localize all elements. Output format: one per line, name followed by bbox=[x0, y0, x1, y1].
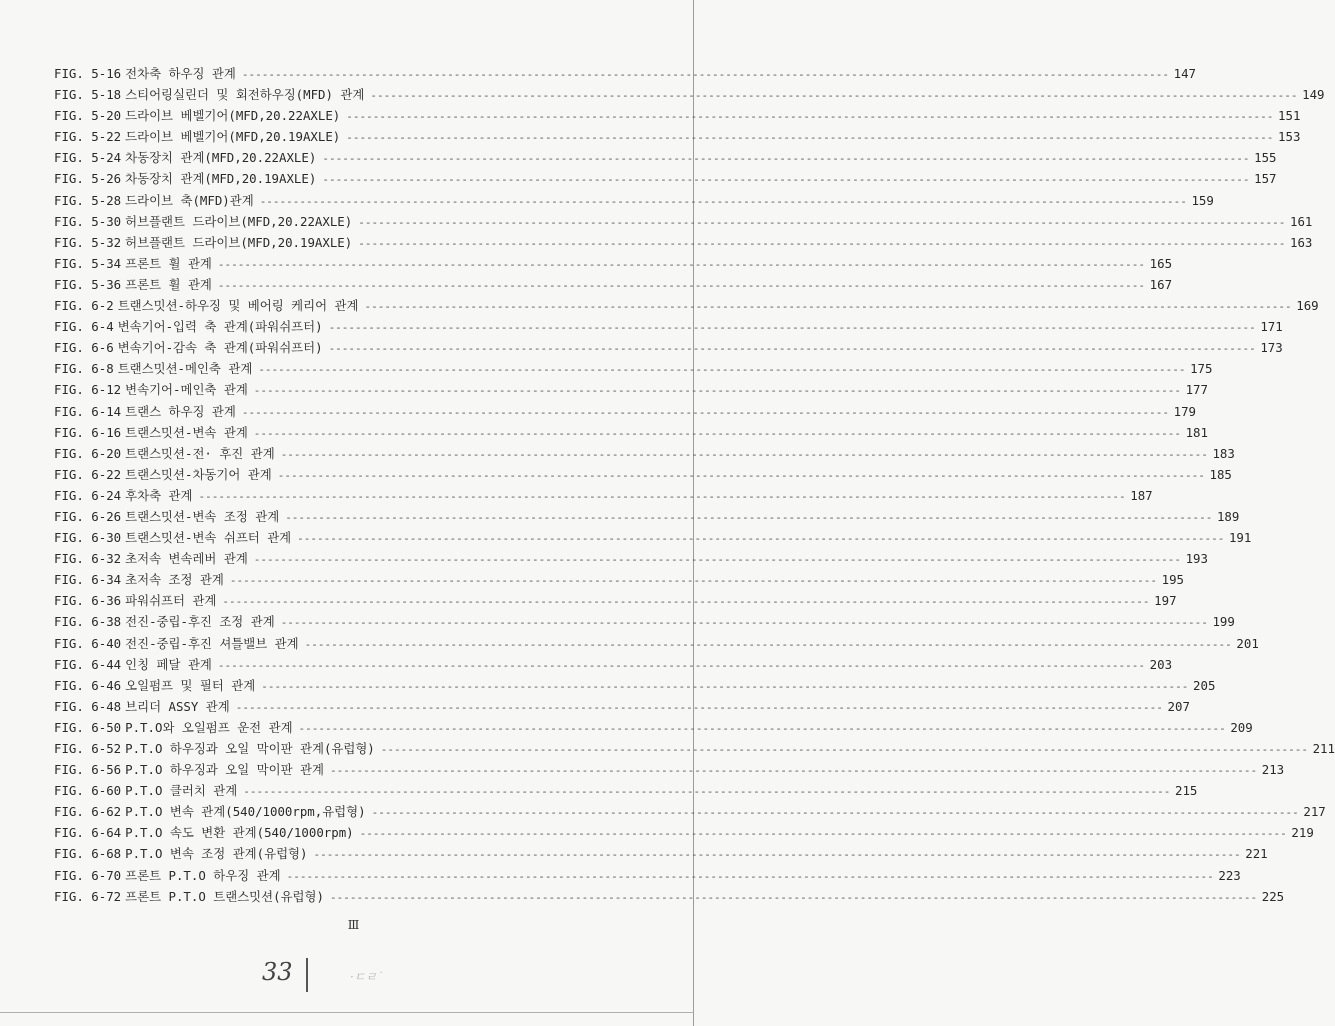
toc-title: 프론트 휠 관계 bbox=[125, 255, 212, 271]
toc-page-number: 153 bbox=[1278, 129, 1301, 145]
dotted-leader: -------------------------------------------------------------------------------------------------------------------------------------------- bbox=[280, 616, 1208, 630]
toc-page-number: 173 bbox=[1260, 340, 1283, 356]
toc-figure-number: FIG. 5-30 bbox=[54, 213, 122, 229]
toc-page-number: 195 bbox=[1161, 572, 1185, 588]
toc-title: 차동장치 관계(MFD,20.22AXLE) bbox=[125, 150, 317, 166]
dotted-leader: -------------------------------------------------------------------------------------------------------------------------------------------- bbox=[313, 848, 1241, 862]
toc-title: P.T.O 변속 관계(540/1000rpm,유럽형) bbox=[125, 804, 366, 820]
dotted-leader: -------------------------------------------------------------------------------------------------------------------------------------------- bbox=[241, 405, 1169, 419]
toc-title: 드라이브 축(MFD)관계 bbox=[125, 192, 254, 208]
dotted-leader: -------------------------------------------------------------------------------------------------------------------------------------------- bbox=[359, 827, 1287, 841]
dotted-leader: -------------------------------------------------------------------------------------------------------------------------------------------- bbox=[253, 384, 1181, 398]
dotted-leader: -------------------------------------------------------------------------------------------------------------------------------------------- bbox=[329, 890, 1258, 904]
toc-figure-number: FIG. 6-44 bbox=[54, 656, 122, 672]
dotted-leader: -------------------------------------------------------------------------------------------------------------------------------------------- bbox=[229, 574, 1158, 588]
toc-title: 프론트 휠 관계 bbox=[125, 276, 212, 292]
toc-page-number: 209 bbox=[1230, 719, 1253, 735]
handwritten-number: 33 bbox=[262, 958, 293, 986]
toc-figure-number: FIG. 6-24 bbox=[54, 487, 122, 503]
toc-figure-number: FIG. 6-34 bbox=[54, 572, 122, 588]
toc-page-number: 161 bbox=[1290, 213, 1313, 229]
toc-entry bbox=[54, 654, 1173, 675]
toc-entry bbox=[54, 590, 1177, 611]
dotted-leader: -------------------------------------------------------------------------------------------------------------------------------------------- bbox=[322, 173, 1250, 187]
toc-page-number: 177 bbox=[1185, 382, 1208, 398]
toc-page-number: 219 bbox=[1291, 825, 1314, 841]
dotted-leader: -------------------------------------------------------------------------------------------------------------------------------------------- bbox=[346, 131, 1274, 145]
toc-title: 트랜스밋션-변속 관계 bbox=[125, 424, 248, 440]
toc-title: 변속기어-감속 축 관계(파워쉬프터) bbox=[117, 340, 323, 356]
dotted-leader: -------------------------------------------------------------------------------------------------------------------------------------------- bbox=[222, 595, 1150, 609]
toc-figure-number: FIG. 5-24 bbox=[54, 150, 122, 166]
toc-page-number: 211 bbox=[1312, 741, 1335, 756]
page-edge-bottom bbox=[0, 1012, 694, 1013]
toc-figure-number: FIG. 5-16 bbox=[54, 66, 122, 81]
dotted-leader: -------------------------------------------------------------------------------------------------------------------------------------------- bbox=[277, 468, 1205, 482]
toc-entry bbox=[54, 527, 1252, 548]
toc-title: P.T.O 변속 조정 관계(유럽형) bbox=[125, 846, 308, 862]
dotted-leader: -------------------------------------------------------------------------------------------------------------------------------------------- bbox=[198, 489, 1126, 503]
dotted-leader: -------------------------------------------------------------------------------------------------------------------------------------------- bbox=[297, 532, 1225, 546]
toc-entry bbox=[54, 105, 1301, 126]
toc-entry bbox=[54, 886, 1285, 907]
toc-title: 허브플랜트 드라이브(MFD,20.22AXLE) bbox=[125, 213, 353, 229]
toc-entry bbox=[54, 147, 1277, 168]
toc-title: 전진-중립-후진 셔틀밸브 관계 bbox=[125, 635, 299, 651]
toc-entry bbox=[54, 865, 1241, 886]
toc-entry bbox=[54, 738, 1335, 759]
toc-entry bbox=[54, 168, 1277, 189]
toc-entry bbox=[54, 611, 1235, 632]
toc-figure-number: FIG. 6-26 bbox=[54, 508, 122, 524]
toc-entry bbox=[54, 358, 1213, 379]
toc-page-number: 193 bbox=[1185, 551, 1208, 567]
toc-title: 파워쉬프터 관계 bbox=[125, 593, 217, 609]
dotted-leader: -------------------------------------------------------------------------------------------------------------------------------------------- bbox=[346, 110, 1274, 124]
toc-entry bbox=[54, 633, 1259, 654]
toc-entry bbox=[54, 464, 1232, 485]
toc-figure-number: FIG. 6-6 bbox=[54, 340, 114, 356]
toc-entry bbox=[54, 548, 1208, 569]
toc-title: 드라이브 베벨기어(MFD,20.19AXLE) bbox=[125, 129, 341, 145]
dotted-leader: -------------------------------------------------------------------------------------------------------------------------------------------- bbox=[280, 447, 1208, 461]
toc-figure-number: FIG. 6-52 bbox=[54, 741, 122, 756]
toc-figure-number: FIG. 5-26 bbox=[54, 171, 122, 187]
toc-entry bbox=[54, 843, 1268, 864]
dotted-leader: -------------------------------------------------------------------------------------------------------------------------------------------- bbox=[322, 152, 1250, 166]
toc-entry bbox=[54, 443, 1235, 464]
toc-title: P.T.O와 오일펌프 운전 관계 bbox=[125, 719, 293, 735]
toc-entry bbox=[54, 253, 1173, 274]
toc-entry bbox=[54, 63, 1196, 84]
toc-figure-number: FIG. 6-46 bbox=[54, 677, 122, 693]
toc-figure-number: FIG. 5-20 bbox=[54, 108, 122, 124]
toc-title: 트랜스밋션-변속 조정 관계 bbox=[125, 508, 280, 524]
toc-figure-number: FIG. 6-56 bbox=[54, 762, 122, 778]
toc-figure-number: FIG. 5-36 bbox=[54, 276, 122, 292]
toc-page-number: 155 bbox=[1254, 150, 1277, 166]
dotted-leader: -------------------------------------------------------------------------------------------------------------------------------------------- bbox=[217, 257, 1146, 271]
toc-page-number: 189 bbox=[1216, 508, 1240, 524]
toc-entry bbox=[54, 801, 1326, 822]
dotted-leader: -------------------------------------------------------------------------------------------------------------------------------------------- bbox=[329, 764, 1258, 778]
toc-entry bbox=[54, 379, 1208, 400]
toc-entry bbox=[54, 780, 1198, 801]
handwritten-stroke bbox=[306, 958, 308, 992]
toc-figure-number: FIG. 6-38 bbox=[54, 614, 122, 630]
dotted-leader: -------------------------------------------------------------------------------------------------------------------------------------------- bbox=[328, 342, 1256, 356]
toc-entry bbox=[54, 211, 1313, 232]
toc-title: 허브플랜트 드라이브(MFD,20.19AXLE) bbox=[125, 234, 353, 250]
faint-scribble: ·ㄷㄹ˙ bbox=[350, 970, 383, 984]
toc-title: 변속기어-입력 축 관계(파워쉬프터) bbox=[117, 319, 323, 335]
toc-figure-number: FIG. 6-20 bbox=[54, 445, 122, 461]
toc-entry bbox=[54, 696, 1190, 717]
toc-page-number: 223 bbox=[1218, 867, 1241, 883]
toc-page-number: 201 bbox=[1236, 635, 1259, 651]
toc-page-number: 205 bbox=[1193, 677, 1216, 693]
toc-figure-number: FIG. 6-8 bbox=[54, 361, 114, 377]
dotted-leader: -------------------------------------------------------------------------------------------------------------------------------------------- bbox=[259, 194, 1187, 208]
toc-figure-number: FIG. 6-32 bbox=[54, 551, 122, 567]
toc-page-number: 165 bbox=[1149, 255, 1173, 271]
toc-figure-number: FIG. 6-22 bbox=[54, 466, 122, 482]
dotted-leader: -------------------------------------------------------------------------------------------------------------------------------------------- bbox=[235, 700, 1163, 714]
dotted-leader: -------------------------------------------------------------------------------------------------------------------------------------------- bbox=[253, 426, 1181, 440]
toc-entry bbox=[54, 759, 1285, 780]
toc-title: 트랜스 하우징 관계 bbox=[125, 403, 236, 419]
dotted-leader: -------------------------------------------------------------------------------------------------------------------------------------------- bbox=[217, 278, 1146, 292]
table-of-contents bbox=[54, 63, 1335, 907]
toc-page-number: 207 bbox=[1167, 698, 1190, 714]
dotted-leader: -------------------------------------------------------------------------------------------------------------------------------------------- bbox=[285, 510, 1213, 524]
toc-page-number: 151 bbox=[1278, 108, 1301, 124]
toc-figure-number: FIG. 5-18 bbox=[54, 87, 122, 103]
toc-title: 트랜스밋션-전· 후진 관계 bbox=[125, 445, 275, 461]
toc-page-number: 225 bbox=[1261, 888, 1285, 904]
toc-figure-number: FIG. 6-4 bbox=[54, 319, 114, 335]
toc-figure-number: FIG. 6-2 bbox=[54, 298, 114, 314]
toc-figure-number: FIG. 6-30 bbox=[54, 530, 122, 546]
toc-title: 스티어링실린더 및 회전하우징(MFD) 관계 bbox=[125, 87, 365, 103]
dotted-leader: -------------------------------------------------------------------------------------------------------------------------------------------- bbox=[370, 89, 1298, 103]
toc-figure-number: FIG. 6-14 bbox=[54, 403, 122, 419]
dotted-leader: -------------------------------------------------------------------------------------------------------------------------------------------- bbox=[371, 806, 1299, 820]
toc-figure-number: FIG. 6-64 bbox=[54, 825, 122, 841]
toc-title: 트랜스밋션-차동기어 관계 bbox=[125, 466, 272, 482]
toc-figure-number: FIG. 6-48 bbox=[54, 698, 122, 714]
toc-title: 전진-중립-후진 조정 관계 bbox=[125, 614, 275, 630]
toc-entry bbox=[54, 569, 1185, 590]
toc-page-number: 159 bbox=[1191, 192, 1214, 208]
toc-figure-number: FIG. 6-50 bbox=[54, 719, 122, 735]
toc-entry bbox=[54, 232, 1313, 253]
toc-page-number: 203 bbox=[1149, 656, 1173, 672]
toc-page-number: 157 bbox=[1254, 171, 1277, 187]
toc-entry bbox=[54, 717, 1253, 738]
toc-entry bbox=[54, 126, 1301, 147]
toc-title: 변속기어-메인축 관계 bbox=[125, 382, 248, 398]
toc-page-number: 169 bbox=[1296, 298, 1319, 314]
toc-figure-number: FIG. 6-40 bbox=[54, 635, 122, 651]
toc-entry bbox=[54, 822, 1314, 843]
toc-title: 후차축 관계 bbox=[125, 487, 193, 503]
toc-title: P.T.O 하우징과 오일 막이판 관계 bbox=[125, 762, 324, 778]
toc-page-number: 183 bbox=[1212, 445, 1235, 461]
toc-title: 브리더 ASSY 관계 bbox=[125, 698, 230, 714]
toc-page-number: 185 bbox=[1209, 466, 1232, 482]
toc-figure-number: FIG. 6-16 bbox=[54, 424, 122, 440]
toc-figure-number: FIG. 5-28 bbox=[54, 192, 122, 208]
toc-page-number: 199 bbox=[1212, 614, 1235, 630]
toc-title: 드라이브 베벨기어(MFD,20.22AXLE) bbox=[125, 108, 341, 124]
dotted-leader: -------------------------------------------------------------------------------------------------------------------------------------------- bbox=[241, 68, 1169, 81]
dotted-leader: -------------------------------------------------------------------------------------------------------------------------------------------- bbox=[253, 553, 1181, 567]
toc-entry bbox=[54, 401, 1196, 422]
dotted-leader: -------------------------------------------------------------------------------------------------------------------------------------------- bbox=[217, 658, 1146, 672]
dotted-leader: -------------------------------------------------------------------------------------------------------------------------------------------- bbox=[358, 215, 1286, 229]
toc-title: P.T.O 클러치 관계 bbox=[125, 783, 238, 799]
toc-page-number: 213 bbox=[1261, 762, 1285, 778]
toc-figure-number: FIG. 6-62 bbox=[54, 804, 122, 820]
toc-entry bbox=[54, 422, 1208, 443]
toc-figure-number: FIG. 6-36 bbox=[54, 593, 122, 609]
toc-title: 프론트 P.T.O 하우징 관계 bbox=[125, 867, 281, 883]
toc-page-number: 147 bbox=[1173, 66, 1196, 81]
toc-entry bbox=[54, 274, 1173, 295]
toc-figure-number: FIG. 6-70 bbox=[54, 867, 122, 883]
toc-page-number: 171 bbox=[1260, 319, 1283, 335]
dotted-leader: -------------------------------------------------------------------------------------------------------------------------------------------- bbox=[286, 869, 1214, 883]
dotted-leader: -------------------------------------------------------------------------------------------------------------------------------------------- bbox=[243, 785, 1171, 799]
toc-title: P.T.O 하우징과 오일 막이판 관계(유럽형) bbox=[125, 741, 375, 756]
toc-page-number: 179 bbox=[1173, 403, 1196, 419]
toc-title: 차동장치 관계(MFD,20.19AXLE) bbox=[125, 171, 317, 187]
page-number-roman: Ⅲ bbox=[347, 918, 360, 932]
toc-figure-number: FIG. 6-68 bbox=[54, 846, 122, 862]
dotted-leader: -------------------------------------------------------------------------------------------------------------------------------------------- bbox=[304, 637, 1232, 651]
toc-entry bbox=[54, 84, 1325, 105]
toc-page-number: 167 bbox=[1149, 276, 1173, 292]
dotted-leader: -------------------------------------------------------------------------------------------------------------------------------------------- bbox=[364, 300, 1292, 314]
toc-page-number: 187 bbox=[1130, 487, 1153, 503]
toc-title: 프론트 P.T.O 트랜스밋션(유럽형) bbox=[125, 888, 324, 904]
toc-entry bbox=[54, 506, 1240, 527]
dotted-leader: -------------------------------------------------------------------------------------------------------------------------------------------- bbox=[328, 321, 1256, 335]
dotted-leader: -------------------------------------------------------------------------------------------------------------------------------------------- bbox=[298, 721, 1226, 735]
toc-entry bbox=[54, 485, 1153, 506]
toc-title: 트랜스밋션-메인축 관계 bbox=[117, 361, 253, 377]
toc-page-number: 221 bbox=[1245, 846, 1268, 862]
toc-entry bbox=[54, 337, 1283, 358]
toc-title: 트랜스밋션-변속 쉬프터 관계 bbox=[125, 530, 292, 546]
toc-page-number: 197 bbox=[1154, 593, 1177, 609]
dotted-leader: -------------------------------------------------------------------------------------------------------------------------------------------- bbox=[258, 363, 1186, 377]
toc-title: 트랜스밋션-하우징 및 베어링 케리어 관계 bbox=[117, 298, 359, 314]
toc-page-number: 175 bbox=[1190, 361, 1213, 377]
toc-entry bbox=[54, 675, 1216, 696]
toc-title: 초저속 변속레버 관계 bbox=[125, 551, 248, 567]
toc-title: 전차축 하우징 관계 bbox=[125, 66, 236, 81]
toc-figure-number: FIG. 6-12 bbox=[54, 382, 122, 398]
toc-figure-number: FIG. 5-34 bbox=[54, 255, 122, 271]
toc-figure-number: FIG. 5-22 bbox=[54, 129, 122, 145]
dotted-leader: -------------------------------------------------------------------------------------------------------------------------------------------- bbox=[358, 236, 1286, 250]
toc-page-number: 217 bbox=[1303, 804, 1326, 820]
toc-figure-number: FIG. 6-60 bbox=[54, 783, 122, 799]
toc-title: 인칭 페달 관계 bbox=[125, 656, 212, 672]
toc-title: 초저속 조정 관계 bbox=[125, 572, 224, 588]
toc-entry bbox=[54, 316, 1283, 337]
toc-page-number: 215 bbox=[1175, 783, 1198, 799]
toc-title: P.T.O 속도 변환 관계(540/1000rpm) bbox=[125, 825, 354, 841]
toc-entry bbox=[54, 190, 1214, 211]
toc-page-number: 191 bbox=[1228, 530, 1252, 546]
toc-page-number: 149 bbox=[1302, 87, 1325, 103]
dotted-leader: -------------------------------------------------------------------------------------------------------------------------------------------- bbox=[261, 679, 1189, 693]
toc-entry bbox=[54, 295, 1319, 316]
toc-figure-number: FIG. 5-32 bbox=[54, 234, 122, 250]
toc-figure-number: FIG. 6-72 bbox=[54, 888, 122, 904]
toc-page-number: 181 bbox=[1185, 424, 1208, 440]
dotted-leader: -------------------------------------------------------------------------------------------------------------------------------------------- bbox=[380, 743, 1308, 756]
toc-title: 오일펌프 및 필터 관계 bbox=[125, 677, 256, 693]
toc-page-number: 163 bbox=[1290, 234, 1313, 250]
